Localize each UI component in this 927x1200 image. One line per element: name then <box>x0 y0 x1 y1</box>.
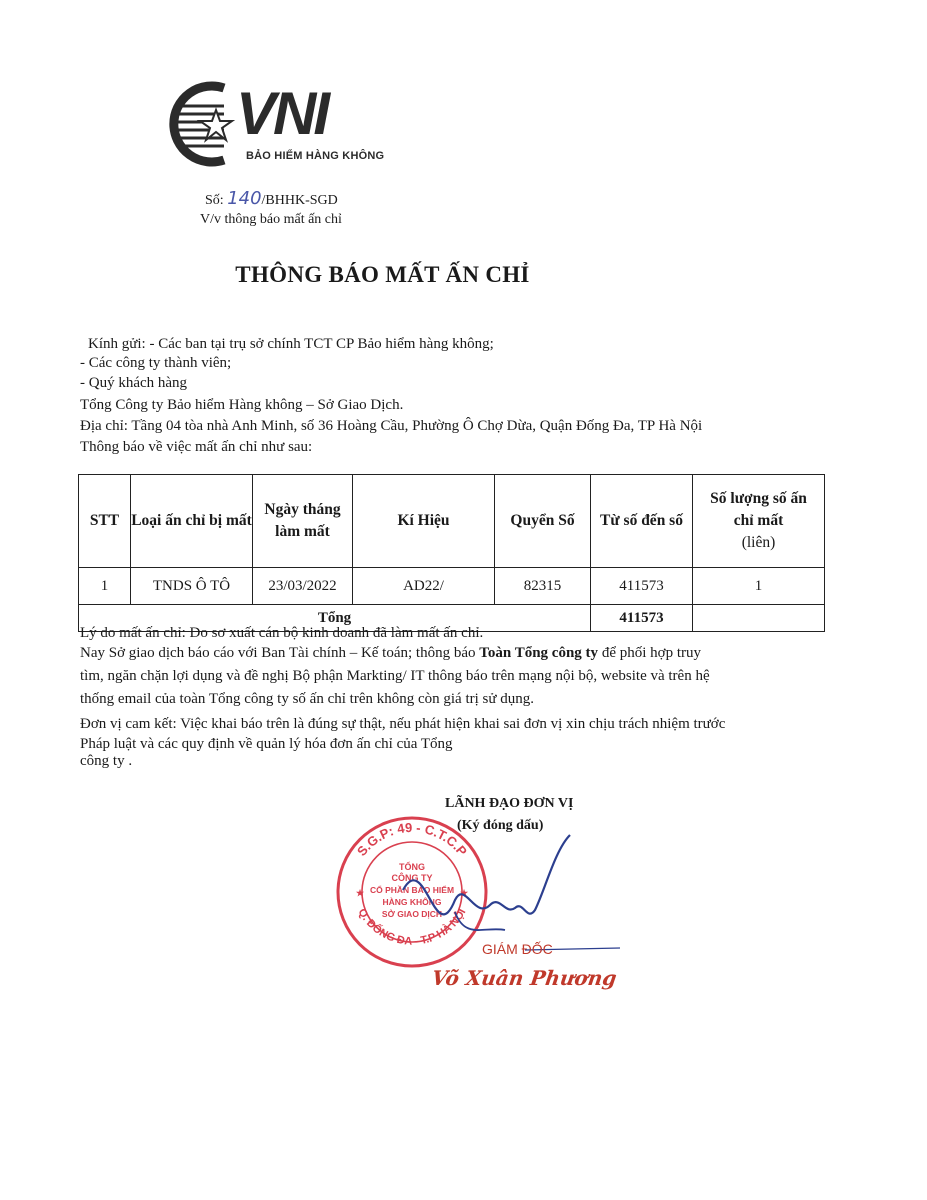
header-qty <box>693 475 825 568</box>
reference-number: 140 <box>227 188 262 209</box>
address-line: Địa chỉ: Tầng 04 tòa nhà Anh Minh, số 36 Hoàng Cầu, Phường Ô Chợ Dừa, Quận Đống Đa, TP Hà Nội <box>80 418 703 434</box>
header-qty-unit: (liên) <box>741 534 776 551</box>
recipient-line: - Quý khách hàng <box>80 375 188 391</box>
signer-position: GIÁM ĐỐC <box>482 941 553 957</box>
header-symbol: Kí Hiệu <box>353 475 495 568</box>
report-line-1 <box>80 645 701 662</box>
commitment-line: Đơn vị cam kết: Việc khai báo trên là đúng sự thật, nếu phát hiện khai sai đơn vị xin chịu trách nhiệm trước <box>80 716 726 732</box>
recipient-line: - Các công ty thành viên; <box>80 355 232 371</box>
lost-items-table <box>78 474 825 632</box>
stamp-line: HÀNG KHÔNG <box>382 897 442 907</box>
report-text: Nay Sở giao dịch báo cáo với Ban Tài chính – Kế toán; thông báo <box>80 645 480 661</box>
stamp-line: CÔNG TY <box>391 873 433 883</box>
document-title: THÔNG BÁO MẤT ẤN CHỈ <box>235 262 530 287</box>
total-empty-cell <box>693 605 825 632</box>
stamp-star-icon: ★ <box>460 888 469 898</box>
cell-qty: 1 <box>693 568 825 605</box>
report-line-3: thống email của toàn Tổng công ty số ấn chỉ trên không còn giá trị sử dụng. <box>80 691 535 707</box>
header-stt: STT <box>79 475 131 568</box>
stamp-line: SỞ GIAO DỊCH <box>381 909 443 919</box>
recipient-line: Kính gửi: - Các ban tại trụ sở chính TCT CP Bảo hiểm hàng không; <box>88 336 494 352</box>
cell-type: TNDS Ô TÔ <box>131 568 253 605</box>
reason-line: Lý do mất ấn chỉ: Do sơ xuất cán bộ kinh doanh đã làm mất ấn chỉ. <box>80 625 484 641</box>
stamp-star-icon: ★ <box>356 888 365 898</box>
reference-subject: V/v thông báo mất ấn chỉ <box>200 212 342 227</box>
logo-tagline: BẢO HIỂM HÀNG KHÔNG <box>246 150 385 162</box>
header-range: Từ số đến số <box>591 475 693 568</box>
reference-suffix: /BHHK-SGD <box>261 193 338 208</box>
stamp-line: TỔNG <box>399 862 425 872</box>
reference-prefix: Số: <box>205 193 224 208</box>
report-bold: Toàn Tổng công ty <box>479 645 599 661</box>
header-type: Loại ấn chỉ bị mất <box>131 475 253 568</box>
table-intro-line: Thông báo về việc mất ấn chỉ như sau: <box>80 439 313 455</box>
stamp-line: CỔ PHẦN BẢO HIỂM <box>369 885 455 895</box>
total-value: 411573 <box>591 605 693 632</box>
stamp-top-text: S.G.P: 49 - C.T.C.P <box>353 819 471 859</box>
sender-line: Tổng Công ty Bảo hiểm Hàng không – Sở Giao Dịch. <box>80 397 404 413</box>
header-date: Ngày tháng làm mất <box>253 475 353 568</box>
report-line-2: tìm, ngăn chặn lợi dụng và đề nghị Bộ phận Markting/ IT thông báo trên mạng nội bộ, website và trên hệ <box>80 668 710 684</box>
report-text: để phối hợp truy <box>598 645 701 661</box>
cell-date: 23/03/2022 <box>253 568 353 605</box>
reference-number-line <box>205 188 338 209</box>
cell-range: 411573 <box>591 568 693 605</box>
cell-book: 82315 <box>495 568 591 605</box>
signature-heading: LÃNH ĐẠO ĐƠN VỊ <box>445 796 574 811</box>
table-row <box>79 568 825 605</box>
signer-name: Võ Xuân Phương <box>430 966 619 990</box>
logo-brand: VNI <box>236 80 328 147</box>
cell-stt: 1 <box>79 568 131 605</box>
logo-emblem-icon <box>174 86 232 162</box>
signature-note: (Ký đóng dấu) <box>457 818 544 833</box>
table-header-row <box>79 475 825 568</box>
stamp-bottom-text: Q. ĐỐNG ĐA - T.P HÀ NỘI <box>355 906 469 948</box>
header-qty-label: Số lượng số ấn chỉ mất <box>710 490 807 529</box>
total-label: Tổng <box>79 605 591 632</box>
commitment-line: công ty . <box>80 753 133 769</box>
cell-symbol: AD22/ <box>353 568 495 605</box>
commitment-line: Pháp luật và các quy định về quản lý hóa đơn ấn chỉ của Tổng <box>80 736 453 752</box>
header-book: Quyển Số <box>495 475 591 568</box>
